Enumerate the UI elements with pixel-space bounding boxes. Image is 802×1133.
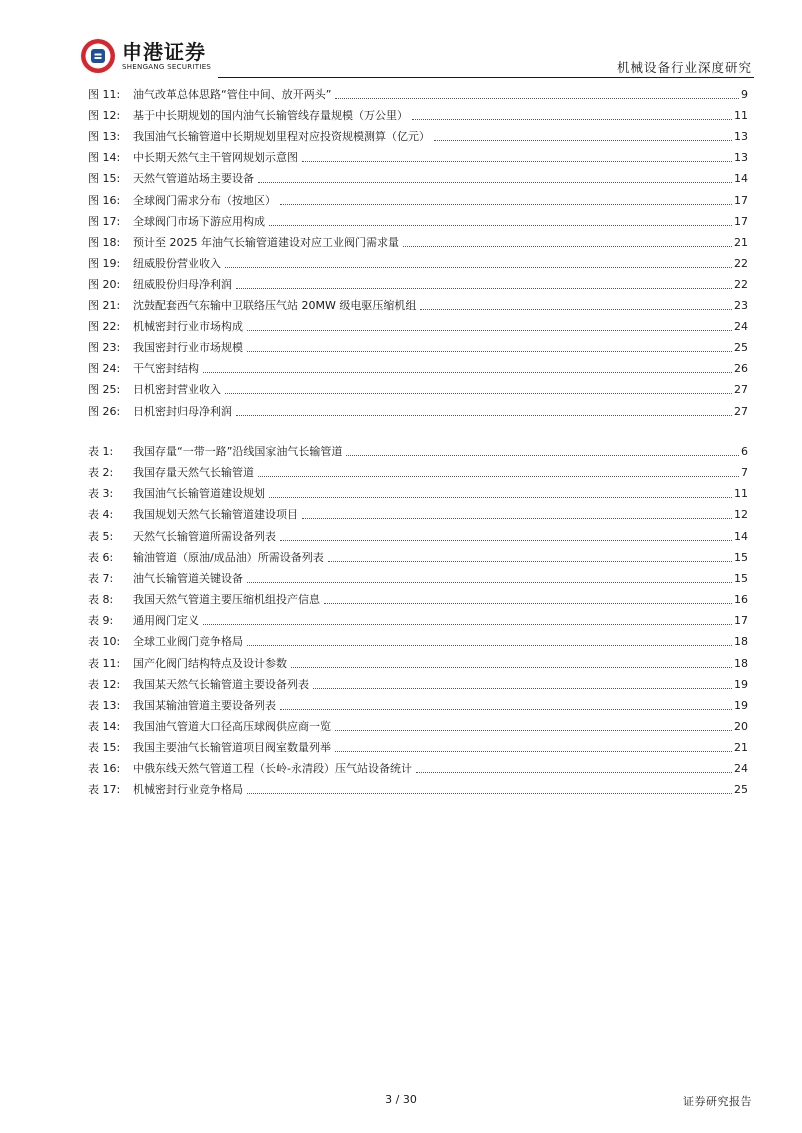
toc-dot-leader xyxy=(335,730,732,731)
toc-entry-label: 表 9: xyxy=(88,614,114,628)
toc-entry[interactable] xyxy=(88,504,748,522)
toc-entry-page: 9 xyxy=(741,88,748,101)
toc-entry[interactable] xyxy=(88,253,748,271)
toc-entry[interactable] xyxy=(88,695,748,713)
toc-entry-page: 27 xyxy=(734,404,748,418)
toc-entry[interactable] xyxy=(88,190,748,208)
toc-entry-label: 图 20: xyxy=(88,277,121,291)
toc-entry-title: 中俄东线天然气管道工程（长岭-永清段）压气站设备统计 xyxy=(133,762,412,776)
toc-entry-title: 天然气长输管道所需设备列表 xyxy=(133,529,276,543)
toc-entry[interactable] xyxy=(88,737,748,755)
toc-entry-title: 干气密封结构 xyxy=(133,362,199,376)
toc-entry-page: 14 xyxy=(734,172,748,186)
toc-entry-page: 18 xyxy=(734,635,748,649)
toc-entry-page: 22 xyxy=(734,277,748,291)
toc-dot-leader xyxy=(225,393,732,394)
toc-entry-label: 表 6: xyxy=(88,550,114,564)
toc-entry-title: 我国存量“一带一路”沿线国家油气长输管道 xyxy=(133,445,343,458)
toc-entry[interactable] xyxy=(88,610,748,628)
toc-dot-leader xyxy=(328,561,732,562)
toc-entry-page: 11 xyxy=(734,487,748,501)
toc-entry[interactable] xyxy=(88,105,748,123)
toc-entry-label: 表 14: xyxy=(88,719,121,733)
toc-entry-label: 图 13: xyxy=(88,130,121,144)
toc-dot-leader xyxy=(247,793,732,794)
toc-entry-label: 表 7: xyxy=(88,571,114,585)
toc-entry[interactable] xyxy=(88,674,748,692)
toc-entry-title: 纽威股份归母净利润 xyxy=(133,277,232,291)
toc-entry-page: 19 xyxy=(734,677,748,691)
toc-dot-leader xyxy=(258,182,732,183)
toc-entry-title: 全球阀门市场下游应用构成 xyxy=(133,214,265,228)
toc-entry-title: 基于中长期规划的国内油气长输管线存量规模（万公里） xyxy=(133,109,408,123)
toc-entry[interactable] xyxy=(88,358,748,376)
toc-entry-title: 日机密封归母净利润 xyxy=(133,404,232,418)
toc-dot-leader xyxy=(247,330,732,331)
toc-entry[interactable] xyxy=(88,631,748,649)
toc-entry-page: 25 xyxy=(734,783,748,797)
toc-entry[interactable] xyxy=(88,232,748,250)
toc-entry[interactable] xyxy=(88,758,748,776)
toc-entry-label: 表 16: xyxy=(88,762,121,776)
toc-dot-leader xyxy=(324,603,732,604)
toc-entry[interactable] xyxy=(88,526,748,544)
toc-dot-leader xyxy=(280,709,732,710)
toc-entry-label: 表 3: xyxy=(88,487,114,501)
toc-entry-title: 机械密封行业竞争格局 xyxy=(133,783,243,797)
toc-dot-leader xyxy=(247,351,732,352)
toc-entry[interactable] xyxy=(88,84,748,102)
toc-entry-title: 天然气管道站场主要设备 xyxy=(133,172,254,186)
toc-entry-page: 21 xyxy=(734,235,748,249)
toc-entry-page: 12 xyxy=(734,508,748,522)
toc-entry[interactable] xyxy=(88,653,748,671)
toc-entry-page: 7 xyxy=(741,466,748,480)
toc-entry-label: 图 14: xyxy=(88,151,121,165)
toc-entry[interactable] xyxy=(88,211,748,229)
toc-entry-label: 图 25: xyxy=(88,383,121,397)
toc-entry[interactable] xyxy=(88,441,748,459)
toc-entry-title: 我国天然气管道主要压缩机组投产信息 xyxy=(133,593,320,607)
toc-entry[interactable] xyxy=(88,337,748,355)
toc-dot-leader xyxy=(403,246,732,247)
page-number: 3 / 30 xyxy=(385,1093,417,1106)
toc-dot-leader xyxy=(247,645,732,646)
brand-name-en: SHENGANG SECURITIES xyxy=(122,62,212,71)
toc-entry-label: 表 12: xyxy=(88,677,121,691)
toc-entry-title: 我国主要油气长输管道项目阀室数量列举 xyxy=(133,741,331,755)
toc-dot-leader xyxy=(280,204,732,205)
toc-entry-title: 我国油气长输管道建设规划 xyxy=(133,487,265,501)
toc-entry-page: 18 xyxy=(734,656,748,670)
brand-name-cn: 申港证券 xyxy=(122,39,206,64)
toc-entry-label: 图 24: xyxy=(88,362,121,376)
report-type: 机械设备行业深度研究 xyxy=(616,60,752,75)
toc-dot-leader xyxy=(335,751,732,752)
toc-entry-label: 表 15: xyxy=(88,741,121,755)
toc-entry-page: 17 xyxy=(734,614,748,628)
footer-doc-type: 证券研究报告 xyxy=(683,1095,752,1108)
toc-entry-label: 图 21: xyxy=(88,299,121,312)
toc-entry-page: 15 xyxy=(734,571,748,585)
toc-entry-label: 图 22: xyxy=(88,320,121,334)
toc-entry-title: 纽威股份营业收入 xyxy=(133,256,221,270)
toc-entry-label: 表 17: xyxy=(88,783,121,797)
toc-entry-title: 机械密封行业市场构成 xyxy=(133,320,243,334)
toc-entry-label: 图 12: xyxy=(88,109,121,123)
logo-mark-icon xyxy=(80,38,116,74)
toc-entry-page: 22 xyxy=(734,256,748,270)
toc-entry-title: 我国某输油管道主要设备列表 xyxy=(133,698,276,712)
toc-entry[interactable] xyxy=(88,401,748,419)
toc-dot-leader xyxy=(434,140,732,141)
toc-entry-page: 16 xyxy=(734,593,748,607)
toc-entry-label: 表 11: xyxy=(88,656,121,670)
toc-dot-leader xyxy=(236,288,732,289)
toc-entry-label: 图 23: xyxy=(88,341,121,355)
toc-entry-page: 24 xyxy=(734,762,748,776)
toc-entry[interactable] xyxy=(88,483,748,501)
brand-logo xyxy=(80,38,211,74)
toc-entry-label: 图 16: xyxy=(88,193,121,207)
toc-entry-title: 沈鼓配套西气东输中卫联络压气站 20MW 级电驱压缩机组 xyxy=(133,299,417,312)
toc-entry-page: 6 xyxy=(741,445,748,458)
toc-entry-title: 预计至 2025 年油气长输管道建设对应工业阀门需求量 xyxy=(133,235,399,249)
toc-entry-title: 中长期天然气主干管网规划示意图 xyxy=(133,151,298,165)
toc-entry-page: 14 xyxy=(734,529,748,543)
toc-entry[interactable] xyxy=(88,779,748,797)
toc-entry-title: 油气改革总体思路“管住中间、放开两头” xyxy=(133,88,332,101)
toc-entry-label: 图 26: xyxy=(88,404,121,418)
toc-entry-page: 19 xyxy=(734,698,748,712)
toc-dot-leader xyxy=(302,518,732,519)
toc-entry[interactable] xyxy=(88,274,748,292)
toc-entry-title: 我国油气长输管道中长期规划里程对应投资规模测算（亿元） xyxy=(133,130,430,144)
toc-entry-label: 图 11: xyxy=(88,88,121,101)
toc-dot-leader xyxy=(291,667,732,668)
toc-entry[interactable] xyxy=(88,547,748,565)
toc-entry-label: 图 15: xyxy=(88,172,121,186)
toc-entry-label: 图 17: xyxy=(88,214,121,228)
toc-dot-leader xyxy=(280,540,732,541)
toc-entry-title: 我国密封行业市场规模 xyxy=(133,341,243,355)
toc-entry-label: 表 4: xyxy=(88,508,114,522)
toc-entry[interactable] xyxy=(88,568,748,586)
toc-dot-leader xyxy=(302,161,732,162)
toc-entry-label: 表 8: xyxy=(88,593,114,607)
toc-entry-page: 17 xyxy=(734,214,748,228)
toc-entry[interactable] xyxy=(88,295,748,313)
toc-entry-label: 表 1: xyxy=(88,445,114,458)
toc-entry-title: 通用阀门定义 xyxy=(133,614,199,628)
toc-entry[interactable] xyxy=(88,462,748,480)
toc-dot-leader xyxy=(236,415,732,416)
toc-entry[interactable] xyxy=(88,168,748,186)
toc-entry[interactable] xyxy=(88,379,748,397)
toc-entry-page: 20 xyxy=(734,719,748,733)
toc-entry[interactable] xyxy=(88,126,748,144)
toc-entry[interactable] xyxy=(88,589,748,607)
toc-entry-page: 11 xyxy=(734,109,748,123)
toc-dot-leader xyxy=(346,455,739,456)
toc-entry-title: 全球工业阀门竞争格局 xyxy=(133,635,243,649)
toc-entry-page: 13 xyxy=(734,130,748,144)
toc-dot-leader xyxy=(416,772,732,773)
toc-entry[interactable] xyxy=(88,716,748,734)
toc-entry-label: 表 2: xyxy=(88,466,114,480)
toc-entry[interactable] xyxy=(88,147,748,165)
toc-entry-title: 油气长输管道关键设备 xyxy=(133,571,243,585)
toc-dot-leader xyxy=(412,119,732,120)
toc-dot-leader xyxy=(203,624,732,625)
toc-entry-label: 图 19: xyxy=(88,256,121,270)
toc-entry[interactable] xyxy=(88,316,748,334)
toc-entry-title: 我国油气管道大口径高压球阀供应商一览 xyxy=(133,719,331,733)
toc-entry-label: 表 13: xyxy=(88,698,121,712)
toc-entry-label: 图 18: xyxy=(88,235,121,249)
toc-entry-page: 21 xyxy=(734,741,748,755)
toc-entry-page: 17 xyxy=(734,193,748,207)
toc-entry-title: 全球阀门需求分布（按地区） xyxy=(133,193,276,207)
toc-dot-leader xyxy=(225,267,732,268)
toc-dot-leader xyxy=(203,372,732,373)
toc-dot-leader xyxy=(313,688,732,689)
toc-dot-leader xyxy=(258,476,739,477)
toc-entry-title: 输油管道（原油/成品油）所需设备列表 xyxy=(133,550,324,564)
toc-entry-title: 我国某天然气长输管道主要设备列表 xyxy=(133,677,309,691)
toc-entry-title: 我国存量天然气长输管道 xyxy=(133,466,254,480)
toc-dot-leader xyxy=(269,497,732,498)
toc-entry-page: 24 xyxy=(734,320,748,334)
toc-entry-title: 日机密封营业收入 xyxy=(133,383,221,397)
toc-dot-leader xyxy=(420,309,732,310)
toc-entry-page: 26 xyxy=(734,362,748,376)
toc-entry-title: 国产化阀门结构特点及设计参数 xyxy=(133,656,287,670)
toc-entry-page: 27 xyxy=(734,383,748,397)
toc-entry-page: 25 xyxy=(734,341,748,355)
toc-dot-leader xyxy=(247,582,732,583)
toc-dot-leader xyxy=(335,98,739,99)
toc-entry-page: 13 xyxy=(734,151,748,165)
toc-entry-label: 表 5: xyxy=(88,529,114,543)
toc-entry-page: 15 xyxy=(734,550,748,564)
toc-entry-page: 23 xyxy=(734,299,748,312)
page-header xyxy=(0,0,802,80)
toc-entry-label: 表 10: xyxy=(88,635,121,649)
toc-dot-leader xyxy=(269,225,732,226)
toc-entry-title: 我国规划天然气长输管道建设项目 xyxy=(133,508,298,522)
header-divider xyxy=(218,77,754,78)
